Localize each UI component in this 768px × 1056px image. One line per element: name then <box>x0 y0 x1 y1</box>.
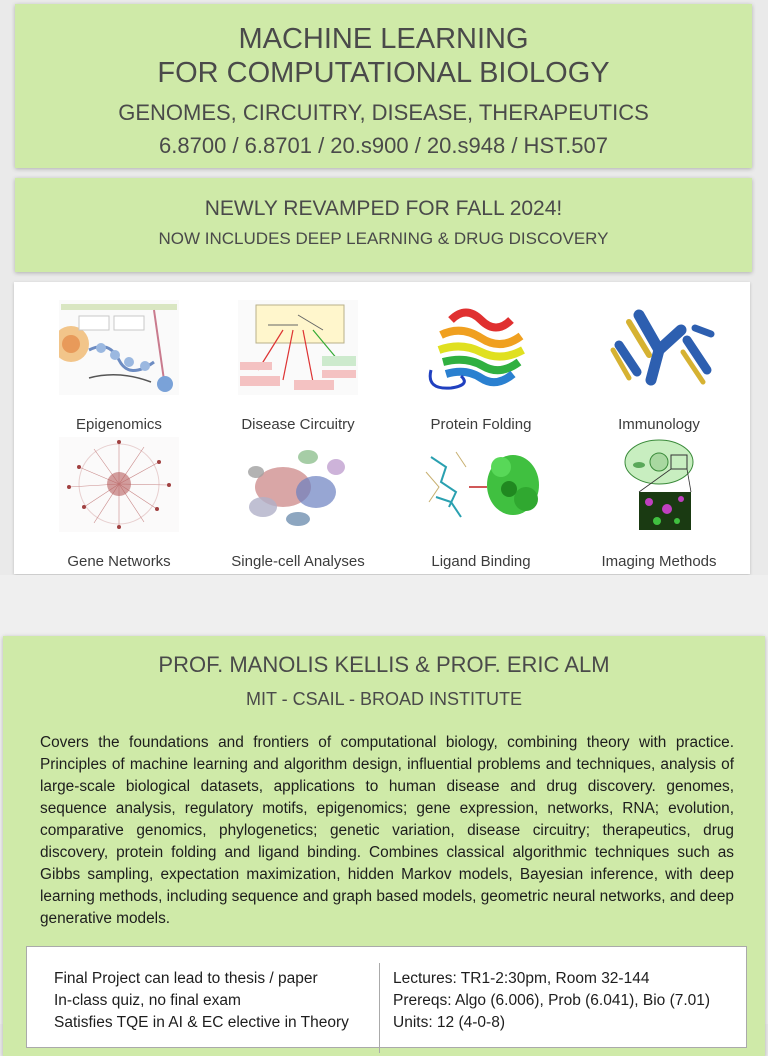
topic-label: Immunology <box>618 416 700 433</box>
announcement-headline: NEWLY REVAMPED FOR FALL 2024! <box>204 197 563 220</box>
instructor-affiliation: MIT - CSAIL - BROAD INSTITUTE <box>245 689 523 709</box>
course-numbers: 6.8700 / 6.8701 / 20.s900 / 20.s948 / HST.507 <box>159 133 608 158</box>
disease-circuitry-diagram-icon <box>238 300 358 395</box>
epigenomics-illustration-icon <box>59 300 179 395</box>
detail-item: Prereqs: Algo (6.006), Prob (6.041), Bio (7.01) <box>393 992 711 1009</box>
column-divider <box>379 963 380 1053</box>
ligand-binding-pocket-icon <box>421 437 541 532</box>
topic-label: Disease Circuitry <box>241 416 355 433</box>
gene-network-graph-icon <box>59 437 179 532</box>
topic-label: Single-cell Analyses <box>231 553 365 570</box>
course-title-line1: MACHINE LEARNING <box>238 23 529 55</box>
detail-item: Lectures: TR1-2:30pm, Room 32-144 <box>393 970 650 987</box>
detail-item: Units: 12 (4-0-8) <box>393 1014 505 1031</box>
detail-item: Final Project can lead to thesis / paper <box>54 970 318 987</box>
instructor-names: PROF. MANOLIS KELLIS & PROF. ERIC ALM <box>158 652 610 677</box>
course-details-left-column <box>54 968 349 1034</box>
course-title-banner <box>15 4 752 168</box>
course-subtitle: GENOMES, CIRCUITRY, DISEASE, THERAPEUTICS <box>118 100 649 125</box>
topic-label: Gene Networks <box>67 553 171 570</box>
topic-label: Imaging Methods <box>601 553 717 570</box>
topic-label: Protein Folding <box>430 416 532 433</box>
course-description: Covers the foundations and frontiers of computational biology, combining theory with practice. Principles of machine learning and algorithm design, influential problems and techniques, analysis of large-scale biological datasets, applications to human disease and drug discovery. genomes, sequence analysis, regulatory motifs, epigenomics; gene expression, networks, RNA; evolution, comparative genomics, phylogenetics; genetic variation, disease circuitry; therapeutics, drug discovery, protein folding and ligand binding. Combines classical algorithmic techniques such as Gibbs sampling, expectation maximization, hidden Markov models, Bayesian inference, with deep learning methods, including sequence and graph based models, geometric neural networks, and deep generative models. <box>40 734 734 927</box>
announcement-banner <box>15 178 752 272</box>
course-details-right-column <box>393 968 710 1034</box>
cell-imaging-microscopy-icon <box>599 437 719 532</box>
course-title-line2: FOR COMPUTATIONAL BIOLOGY <box>157 57 610 89</box>
detail-item: Satisfies TQE in AI & EC elective in Theory <box>54 1014 349 1031</box>
single-cell-cluster-plot-icon <box>238 437 358 532</box>
topics-panel <box>14 282 750 574</box>
topic-label: Ligand Binding <box>431 553 531 570</box>
detail-item: In-class quiz, no final exam <box>54 992 241 1009</box>
course-details-box <box>26 946 747 1048</box>
announcement-subline: NOW INCLUDES DEEP LEARNING & DRUG DISCOVERY <box>158 229 609 248</box>
antibody-illustration-icon <box>599 300 719 395</box>
protein-structure-ribbon-icon <box>421 300 541 395</box>
topic-label: Epigenomics <box>76 416 162 433</box>
